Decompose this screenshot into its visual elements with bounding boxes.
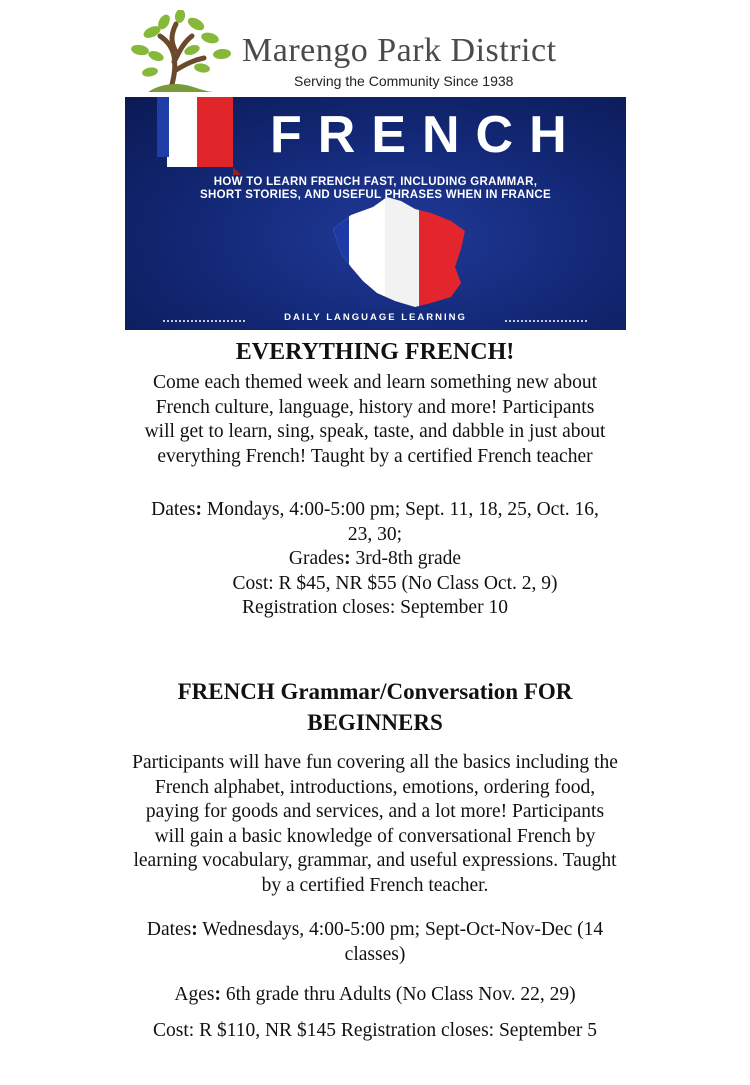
ages-label: Ages [174,984,215,1005]
tagline: Serving the Community Since 1938 [294,73,514,89]
grades-label: Grades [288,548,345,569]
section1-heading: EVERYTHING FRENCH! [235,339,515,365]
description-line: French alphabet, introductions, emotions, ordering food, [154,776,596,798]
description-line: Participants will have fun covering all the basics including the [132,752,618,773]
org-name: Marengo Park District [242,32,557,69]
dates-line: Dates: Wednesdays, 4:00-5:00 pm; Sept-Oct-Nov-Dec (14 [146,919,604,940]
description-line: paying for goods and services, and a lot more! Participants [145,801,605,822]
dates-line-2: 23, 30; [347,523,403,545]
flag-ribbon-icon [157,97,241,175]
section1-details [0,498,750,621]
section1-description [0,371,750,469]
section2-description [0,751,750,898]
cost-registration-line: Cost: R $110, NR $145 Registration closes: September 5 [153,1020,597,1041]
description-line: everything French! Taught by a certified French teacher [157,445,593,467]
cover-title: FRENCH [270,106,583,164]
cover-subtitle-line: SHORT STORIES, AND USEFUL PHRASES WHEN IN FRANCE [200,189,551,201]
park-district-logo [130,10,630,92]
cover-footer: DAILY LANGUAGE LEARNING [284,312,467,323]
cover-subtitle [125,176,626,202]
registration-line: Registration closes: September 10 [242,597,508,618]
grades-line: Grades: 3rd-8th grade [288,548,462,569]
dates-label: Dates [151,499,196,520]
french-book-cover [125,97,626,330]
dates-line-2: classes) [344,943,406,965]
dates-value: Mondays, 4:00-5:00 pm; Sept. 11, 18, 25, Oct. 16, [202,499,599,520]
dates-line: Dates: Mondays, 4:00-5:00 pm; Sept. 11, 18, 25, Oct. 16, [151,499,599,520]
section2-heading-line: FRENCH Grammar/Conversation FOR [177,679,573,704]
description-line: will gain a basic knowledge of conversational French by [154,825,596,847]
cover-subtitle-line: HOW TO LEARN FRENCH FAST, INCLUDING GRAMMAR, [213,176,538,188]
description-line: by a certified French teacher. [261,874,489,896]
dates-label: Dates [146,919,192,940]
description-line: learning vocabulary, grammar, and useful expressions. Taught [133,850,617,871]
description-line: will get to learn, sing, speak, taste, and dabble in just about [144,421,606,442]
description-line: Come each themed week and learn something new about [152,372,597,393]
description-line: French culture, language, history and more! Participants [155,396,595,418]
section2-heading [0,676,750,738]
tree-logo-icon [130,10,240,92]
section2-dates [0,918,750,967]
ages-line: Ages: 6th grade thru Adults (No Class Nov. 22, 29) [174,984,576,1005]
grades-value: 3rd-8th grade [350,548,462,569]
dates-value: Wednesdays, 4:00-5:00 pm; Sept-Oct-Nov-Dec (14 [197,919,604,940]
cost-line: Cost: R $45, NR $55 (No Class Oct. 2, 9) [232,572,558,594]
ages-value: 6th grade thru Adults (No Class Nov. 22, 29) [220,984,576,1005]
france-map-icon [325,192,469,312]
section2-heading-line: BEGINNERS [307,710,443,735]
